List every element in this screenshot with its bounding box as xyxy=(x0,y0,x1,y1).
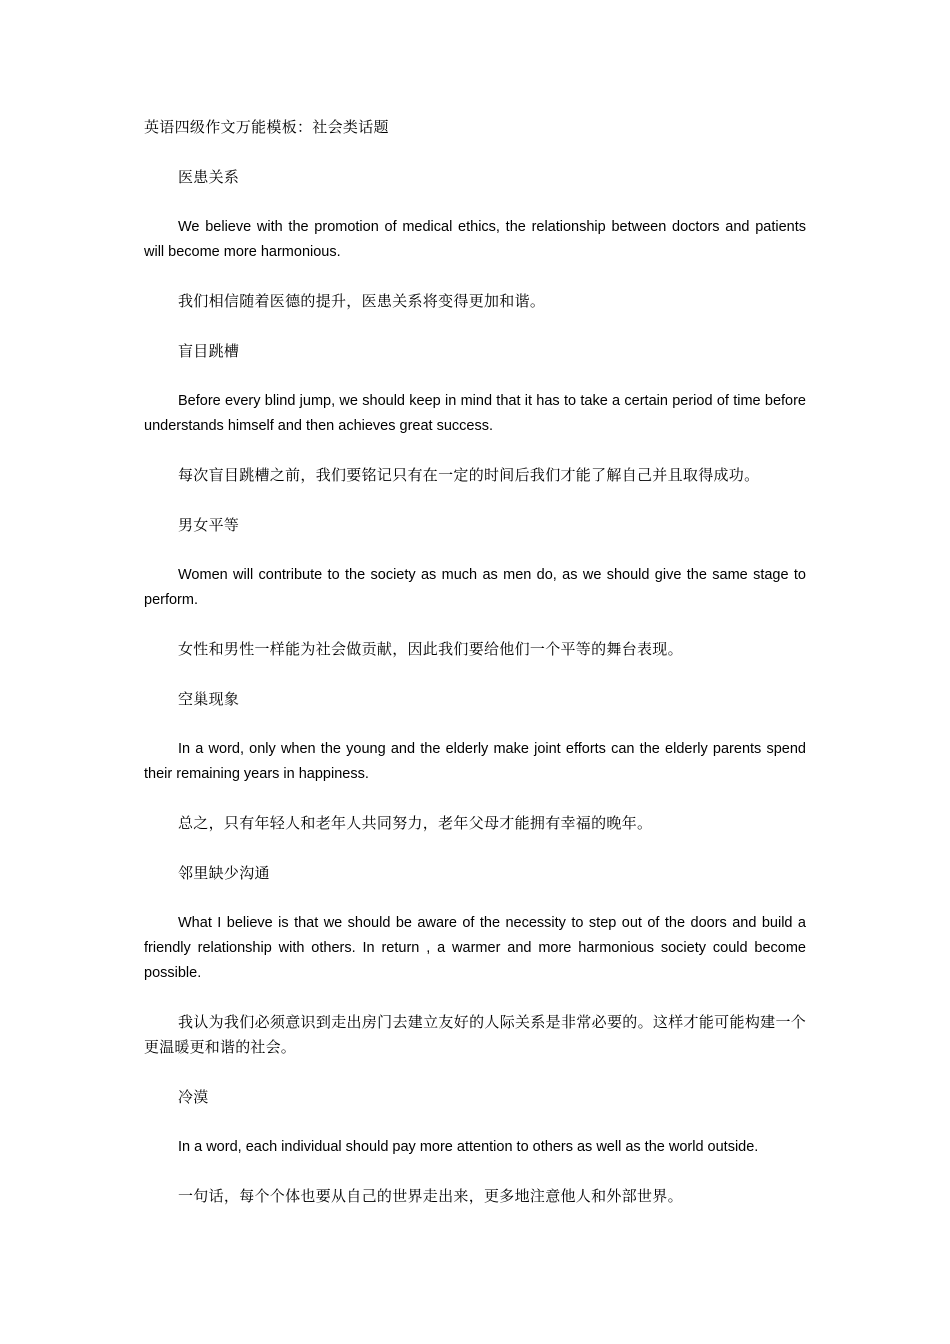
section-chinese: 我们相信随着医德的提升，医患关系将变得更加和谐。 xyxy=(178,292,546,310)
section-heading: 男女平等 xyxy=(178,516,240,534)
section-english: Women will contribute to the society as much as men do, as we should give the same stage to perform. xyxy=(144,567,806,608)
section-english: What I believe is that we should be aware of the necessity to step out of the doors and build a friendly relationship with others. In return , a warmer and more harmonious society could become possible. xyxy=(144,915,806,981)
section-chinese: 一句话，每个个体也要从自己的世界走出来，更多地注意他人和外部世界。 xyxy=(178,1187,683,1205)
section-chinese: 我认为我们必须意识到走出房门去建立友好的人际关系是非常必要的。这样才能可能构建一个更温暖更和谐的社会。 xyxy=(144,1013,806,1056)
section-chinese: 每次盲目跳槽之前，我们要铭记只有在一定的时间后我们才能了解自己并且取得成功。 xyxy=(178,466,760,484)
section-heading: 邻里缺少沟通 xyxy=(178,864,270,882)
section-heading: 医患关系 xyxy=(178,168,240,186)
section-heading: 盲目跳槽 xyxy=(178,342,240,360)
section-english: Before every blind jump, we should keep in mind that it has to take a certain period of time before understands himself and then achieves great success. xyxy=(144,393,806,434)
document-title: 英语四级作文万能模板：社会类话题 xyxy=(144,118,389,136)
section-chinese: 女性和男性一样能为社会做贡献，因此我们要给他们一个平等的舞台表现。 xyxy=(178,640,683,658)
section-english: In a word, only when the young and the elderly make joint efforts can the elderly parents spend their remaining years in happiness. xyxy=(144,741,806,782)
section-english: In a word, each individual should pay more attention to others as well as the world outside. xyxy=(178,1139,759,1155)
section-chinese: 总之，只有年轻人和老年人共同努力，老年父母才能拥有幸福的晚年。 xyxy=(178,814,653,832)
section-english: We believe with the promotion of medical ethics, the relationship between doctors and patients will become more harmonious. xyxy=(144,219,806,260)
section-heading: 空巢现象 xyxy=(178,690,240,708)
section-heading: 冷漠 xyxy=(178,1088,209,1106)
